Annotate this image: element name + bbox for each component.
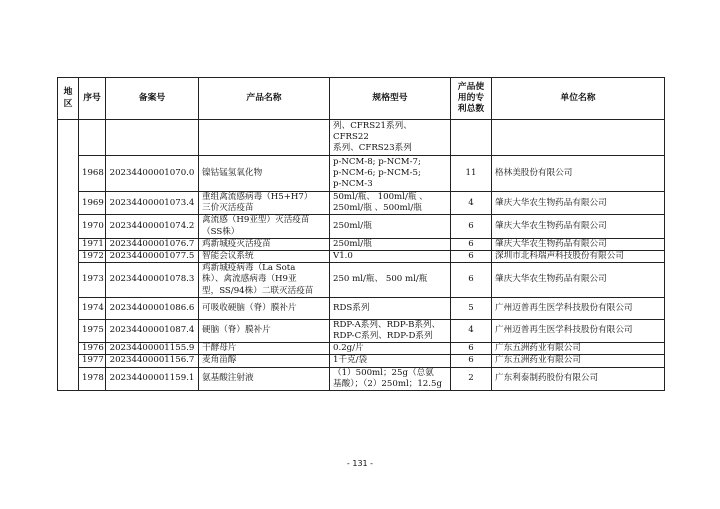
- table-row: [58, 367, 665, 390]
- table-row: [58, 355, 665, 367]
- row-patent-count: 2: [451, 367, 492, 390]
- header-row: [58, 78, 665, 120]
- row-company-name: 广州迈普再生医学科技股份有限公司: [492, 319, 665, 342]
- region-cell: [58, 120, 79, 391]
- table-row: [58, 251, 665, 263]
- header-region: 地 区: [58, 78, 79, 120]
- continuation-row: [58, 120, 665, 156]
- row-patent-count: 6: [451, 238, 492, 250]
- row-filing-number: 20234400001070.0: [106, 156, 199, 192]
- header-filing-number: 备案号: [106, 78, 199, 120]
- row-spec-model: V1.0: [330, 251, 451, 263]
- row-spec-model: （1）500ml；25g（总氨 基酸）；（2）250ml；12.5g: [330, 367, 451, 390]
- row-product-name: 镍钴锰氢氧化物: [199, 156, 330, 192]
- header-product-name: 产品名称: [199, 78, 330, 120]
- row-filing-number: 20234400001078.3: [106, 263, 199, 298]
- row-patent-count: 6: [451, 251, 492, 263]
- row-spec-model: 1千克/袋: [330, 355, 451, 367]
- row-patent-count: 4: [451, 192, 492, 215]
- row-seq: 1977: [79, 355, 106, 367]
- table-row: [58, 297, 665, 319]
- row-filing-number: 20234400001156.7: [106, 355, 199, 367]
- row-filing-number: 20234400001159.1: [106, 367, 199, 390]
- row-spec-model: RDS系列: [330, 297, 451, 319]
- row-product-name: 干酵母片: [199, 343, 330, 355]
- registry-table: [57, 77, 665, 391]
- row-company-name: 肇庆大华农生物药品有限公司: [492, 263, 665, 298]
- row-seq: 1974: [79, 297, 106, 319]
- row-seq: 1978: [79, 367, 106, 390]
- row-patent-count: 5: [451, 297, 492, 319]
- row-patent-count: 11: [451, 156, 492, 192]
- row-company-name: 广东五洲药业有限公司: [492, 355, 665, 367]
- row-patent-count: 6: [451, 343, 492, 355]
- row-filing-number: 20234400001086.6: [106, 297, 199, 319]
- table-row: [58, 319, 665, 342]
- row-company-name: 广州迈普再生医学科技股份有限公司: [492, 297, 665, 319]
- continuation-seq: [79, 120, 106, 156]
- row-filing-number: 20234400001087.4: [106, 319, 199, 342]
- row-company-name: 深圳市北科瑞声科技股份有限公司: [492, 251, 665, 263]
- row-product-name: 鸡新城疫病毒（La Sota 株）、禽流感病毒（H9亚 型，SS/94株）二联灭活疫苗: [199, 263, 330, 298]
- table-row: [58, 238, 665, 250]
- row-seq: 1973: [79, 263, 106, 298]
- page-number: - 131 -: [346, 459, 374, 468]
- row-seq: 1970: [79, 215, 106, 238]
- row-spec-model: p-NCM-8; p-NCM-7; p-NCM-6; p-NCM-5; p-NCM-3: [330, 156, 451, 192]
- row-product-name: 麦角甾醇: [199, 355, 330, 367]
- row-product-name: 智能会议系统: [199, 251, 330, 263]
- continuation-patents: [451, 120, 492, 156]
- row-spec-model: 0.2g/片: [330, 343, 451, 355]
- header-patent-count: 产品使 用的专 利总数: [451, 78, 492, 120]
- row-product-name: 重组禽流感病毒（H5+H7） 三价灭活疫苗: [199, 192, 330, 215]
- row-company-name: 肇庆大华农生物药品有限公司: [492, 238, 665, 250]
- row-spec-model: 250ml/瓶: [330, 215, 451, 238]
- header-spec-model: 规格型号: [330, 78, 451, 120]
- row-seq: 1972: [79, 251, 106, 263]
- row-patent-count: 4: [451, 319, 492, 342]
- row-company-name: 肇庆大华农生物药品有限公司: [492, 192, 665, 215]
- row-patent-count: 6: [451, 263, 492, 298]
- header-company-name: 单位名称: [492, 78, 665, 120]
- row-spec-model: 50ml/瓶、 100ml/瓶 、 250ml/瓶 、500ml/瓶: [330, 192, 451, 215]
- row-seq: 1969: [79, 192, 106, 215]
- row-filing-number: 20234400001073.4: [106, 192, 199, 215]
- table-row: [58, 343, 665, 355]
- row-company-name: 广东五洲药业有限公司: [492, 343, 665, 355]
- row-seq: 1975: [79, 319, 106, 342]
- row-seq: 1976: [79, 343, 106, 355]
- row-filing-number: 20234400001076.7: [106, 238, 199, 250]
- row-filing-number: 20234400001077.5: [106, 251, 199, 263]
- row-filing-number: 20234400001155.9: [106, 343, 199, 355]
- continuation-company: [492, 120, 665, 156]
- row-spec-model: 250 ml/瓶、 500 ml/瓶: [330, 263, 451, 298]
- row-product-name: 硬脑（脊）膜补片: [199, 319, 330, 342]
- row-seq: 1971: [79, 238, 106, 250]
- row-company-name: 广东利泰制药股份有限公司: [492, 367, 665, 390]
- continuation-filing: [106, 120, 199, 156]
- row-company-name: 肇庆大华农生物药品有限公司: [492, 215, 665, 238]
- row-patent-count: 6: [451, 215, 492, 238]
- row-company-name: 格林美股份有限公司: [492, 156, 665, 192]
- row-seq: 1968: [79, 156, 106, 192]
- table-row: [58, 263, 665, 298]
- table-row: [58, 192, 665, 215]
- row-product-name: 氨基酸注射液: [199, 367, 330, 390]
- row-spec-model: RDP-A系列、RDP-B系列、 RDP-C系列、RDP-D系列: [330, 319, 451, 342]
- table-row: [58, 215, 665, 238]
- continuation-product: [199, 120, 330, 156]
- row-patent-count: 6: [451, 355, 492, 367]
- header-seq: 序号: [79, 78, 106, 120]
- table-row: [58, 156, 665, 192]
- row-filing-number: 20234400001074.2: [106, 215, 199, 238]
- row-spec-model: 250ml/瓶: [330, 238, 451, 250]
- continuation-spec: 列、CFRS21系列、CFRS22 系列、CFRS23系列: [330, 120, 451, 156]
- row-product-name: 禽流感（H9亚型）灭活疫苗 （SS株）: [199, 215, 330, 238]
- row-product-name: 可吸收硬脑（脊）膜补片: [199, 297, 330, 319]
- row-product-name: 鸡新城疫灭活疫苗: [199, 238, 330, 250]
